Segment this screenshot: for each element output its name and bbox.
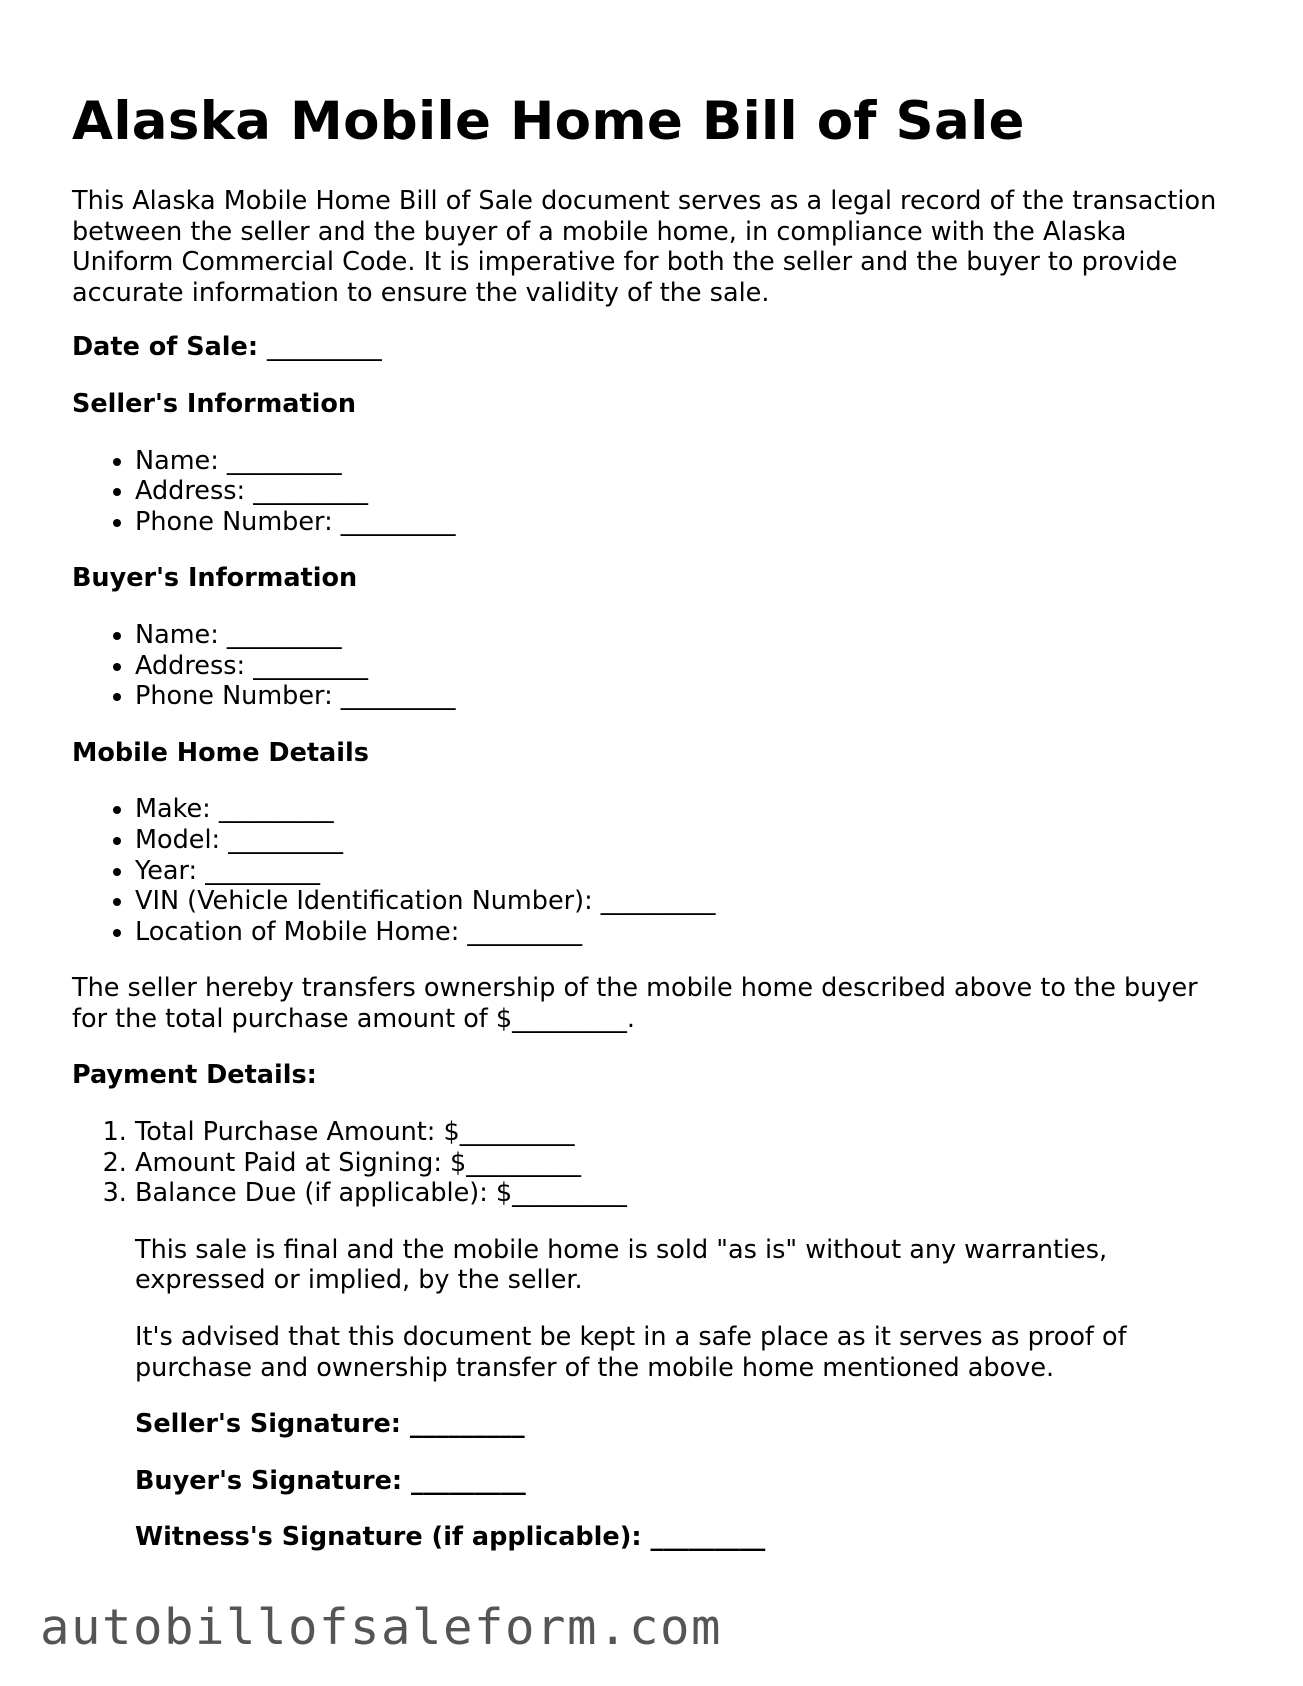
buyer-info-list — [72, 620, 1232, 712]
mobile-home-vin-item: • VIN (Vehicle Identification Number): _________ — [135, 886, 1232, 917]
advice-statement: It's advised that this document be kept in a safe place as it serves as proof of purchase and ownership transfer of the mobile home mentioned above. — [135, 1322, 1127, 1383]
site-watermark: autobillofsaleform.com — [40, 1599, 723, 1656]
balance-due-item: 3. Balance Due (if applicable): $_________ — [135, 1178, 1232, 1209]
witness-signature-line: Witness's Signature (if applicable): _________ — [135, 1522, 766, 1553]
date-of-sale-blank: _________ — [266, 332, 382, 363]
as-is-statement: This sale is final and the mobile home is sold "as is" without any warranties, expressed or implied, by the seller. — [135, 1234, 1108, 1296]
document-title: Alaska Mobile Home Bill of Sale — [72, 91, 1025, 152]
buyer-signature-line: Buyer's Signature: _________ — [135, 1465, 526, 1496]
transfer-statement: The seller hereby transfers ownership of the mobile home described above to the buyer for the total purchase amount of $_________. — [72, 973, 1198, 1034]
mobile-home-year-item: • Year: _________ — [135, 856, 1232, 887]
seller-signature-line: Seller's Signature: _________ — [135, 1409, 525, 1440]
buyer-phone-item: • Phone Number: _________ — [135, 681, 1232, 712]
seller-phone-item: • Phone Number: _________ — [135, 507, 1232, 538]
date-of-sale-label: Date of Sale: — [72, 332, 259, 363]
intro-paragraph: This Alaska Mobile Home Bill of Sale document serves as a legal record of the transaction between the seller and the buyer of a mobile home, in compliance with the Alaska Uniform Commercial Code. It is imperative for both the seller and the buyer to provide accurate information to ensure the validity of the sale. — [72, 186, 1217, 308]
payment-details-heading: Payment Details: — [72, 1060, 317, 1091]
mobile-home-make-item: • Make: _________ — [135, 794, 1232, 825]
payment-details-list — [72, 1117, 1232, 1209]
seller-info-list — [72, 446, 1232, 538]
buyer-info-heading: Buyer's Information — [72, 563, 358, 594]
mobile-home-model-item: • Model: _________ — [135, 825, 1232, 856]
closing-section — [72, 1235, 1232, 1553]
total-purchase-amount-item: 1. Total Purchase Amount: $_________ — [135, 1117, 1232, 1148]
seller-address-item: • Address: _________ — [135, 476, 1232, 507]
mobile-home-location-item: • Location of Mobile Home: _________ — [135, 917, 1232, 948]
mobile-home-details-list — [72, 794, 1232, 947]
buyer-address-item: • Address: _________ — [135, 651, 1232, 682]
buyer-name-item: • Name: _________ — [135, 620, 1232, 651]
seller-name-item: • Name: _________ — [135, 446, 1232, 477]
bill-of-sale-document — [72, 80, 1232, 1553]
mobile-home-details-heading: Mobile Home Details — [72, 737, 369, 768]
seller-info-heading: Seller's Information — [72, 388, 357, 419]
amount-paid-at-signing-item: 2. Amount Paid at Signing: $_________ — [135, 1148, 1232, 1179]
date-of-sale — [72, 332, 1232, 363]
